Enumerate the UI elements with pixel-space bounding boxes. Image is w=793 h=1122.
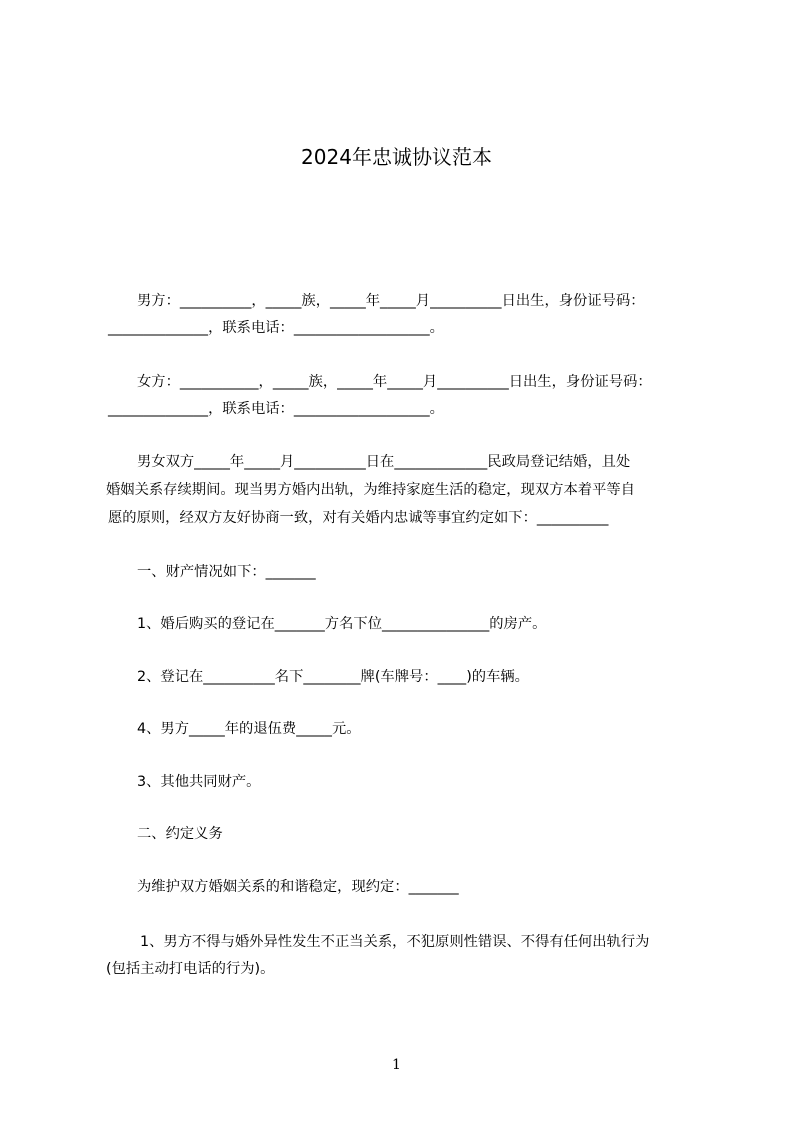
section-heading-property: 一、财产情况如下：_______: [137, 564, 316, 580]
obligation-item-1-line-1: 1、男方不得与婚外异性发生不正当关系，不犯原则性错误、不得有任何出轨行为: [140, 934, 650, 950]
property-item-retirement: 4、男方_____年的退伍费_____元。: [137, 721, 361, 737]
property-item-vehicle: 2、登记在__________名下________牌(车牌号：____)的车辆。: [137, 669, 529, 685]
preamble-line-3: 愿的原则，经双方友好协商一致，对有关婚内忠诚等事宜约定如下：__________: [108, 510, 609, 526]
document-title: 2024年忠诚协议范本: [301, 145, 492, 169]
section-heading-obligations: 二、约定义务: [137, 826, 223, 842]
male-party-line-2: ______________，联系电话：___________________。: [108, 320, 444, 336]
obligations-intro: 为维护双方婚姻关系的和谐稳定，现约定：_______: [137, 879, 459, 895]
property-item-house: 1、婚后购买的登记在_______方名下位_______________的房产。: [137, 616, 547, 632]
preamble-line-2: 婚姻关系存续期间。现当男方婚内出轨，为维持家庭生活的稳定，现双方本着平等自: [106, 482, 635, 498]
obligation-item-1-line-2: (包括主动打电话的行为)。: [106, 961, 275, 977]
female-party-line-1: 女方：___________，_____族，_____年_____月__________日出生，身份证号码：: [137, 374, 652, 390]
property-item-other: 3、其他共同财产。: [137, 774, 261, 790]
male-party-line-1: 男方：__________，_____族，_____年_____月__________日出生，身份证号码：: [137, 293, 645, 309]
preamble-line-1: 男女双方_____年_____月__________日在_____________民政局登记结婚，且处: [137, 454, 631, 470]
female-party-line-2: ______________，联系电话：___________________。: [108, 401, 444, 417]
page-number: 1: [392, 1057, 401, 1073]
